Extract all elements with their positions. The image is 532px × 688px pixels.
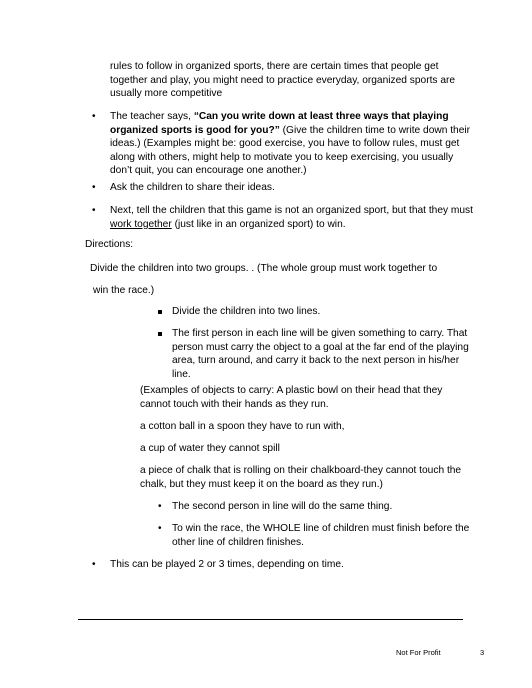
sub-item-second-person: The second person in line will do the same thing. bbox=[172, 501, 393, 512]
examples-line: cannot touch with their hands as they run. bbox=[140, 398, 329, 410]
bullet-line: Next, tell the children that this game is not an organized sport, but that they must bbox=[110, 205, 473, 216]
bullet-dot: • bbox=[92, 182, 96, 193]
examples-line: chalk, but they must keep it on the board as they run.) bbox=[140, 478, 383, 490]
examples-paragraph bbox=[140, 384, 510, 411]
bullet-dot: • bbox=[92, 559, 96, 570]
bullet-not-organized bbox=[110, 204, 520, 231]
final-bullet: This can be played 2 or 3 times, depending on time. bbox=[110, 559, 344, 570]
intro-line: rules to follow in organized sports, there are certain times that people get bbox=[110, 61, 439, 72]
sub-item-divide-lines: Divide the children into two lines. bbox=[172, 306, 321, 317]
directions-heading: Directions: bbox=[85, 239, 134, 250]
intro-paragraph bbox=[110, 60, 510, 101]
sub-item-line: The first person in each line will be given something to carry. That bbox=[172, 328, 468, 339]
sub-item-line: To win the race, the WHOLE line of children must finish before the bbox=[172, 523, 470, 534]
bold-question: “Can you write down at least three ways that playing bbox=[193, 111, 449, 122]
sub-item-win-race bbox=[172, 522, 512, 549]
square-bullet bbox=[158, 310, 162, 314]
bullet-line: don’t quit, you can encourage one another.) bbox=[110, 165, 307, 177]
bullet-lead: The teacher says, bbox=[110, 111, 194, 122]
bold-question-end: organized sports is good for you?” bbox=[110, 124, 280, 136]
sub-item-line: area, turn around, and carry it back to the next person in his/her bbox=[172, 355, 460, 367]
directions-line: win the race.) bbox=[93, 285, 155, 296]
directions-line: Divide the children into two groups. . (The whole group must work together to bbox=[90, 263, 438, 274]
sub-item-line: line. bbox=[172, 368, 191, 380]
bullet-dot: • bbox=[92, 205, 96, 216]
examples-line: (Examples of objects to carry: A plastic bowl on their head that they bbox=[140, 385, 443, 396]
underlined-phrase: work together bbox=[110, 218, 172, 230]
bullet-rest: (Give the children time to write down their bbox=[279, 124, 471, 136]
sub-item-line: person must carry the object to a goal at the far end of the playing bbox=[172, 341, 469, 353]
intro-line: usually more competitive bbox=[110, 88, 223, 100]
page-number: 3 bbox=[480, 648, 485, 657]
example-cup-of-water: a cup of water they cannot spill bbox=[140, 443, 280, 454]
bullet-dot: • bbox=[92, 111, 96, 122]
footer-label: Not For Profit bbox=[396, 648, 441, 657]
example-cotton-ball: a cotton ball in a spoon they have to run with, bbox=[140, 421, 345, 432]
bullet-share-ideas: Ask the children to share their ideas. bbox=[110, 182, 275, 193]
sub-item-first-person bbox=[172, 327, 512, 381]
bullet-dot: • bbox=[158, 501, 162, 512]
bullet-line-rest: (just like in an organized sport) to win. bbox=[171, 218, 346, 230]
sub-item-line: other line of children finishes. bbox=[172, 536, 304, 548]
example-chalk bbox=[140, 464, 520, 491]
bullet-line: along with others, might help to motivate you to keep exercising, you usually bbox=[110, 151, 454, 163]
intro-line: together and play, you might need to practice everyday, organized sports are bbox=[110, 74, 456, 86]
square-bullet bbox=[158, 332, 162, 336]
bullet-dot: • bbox=[158, 523, 162, 534]
bullet-line: ideas.) (Examples might be: good exercise, you have to follow rules, must get bbox=[110, 138, 460, 150]
bullet-teacher-question bbox=[110, 110, 520, 178]
examples-line: a piece of chalk that is rolling on their chalkboard-they cannot touch the bbox=[140, 465, 462, 476]
footer-rule bbox=[78, 619, 463, 620]
